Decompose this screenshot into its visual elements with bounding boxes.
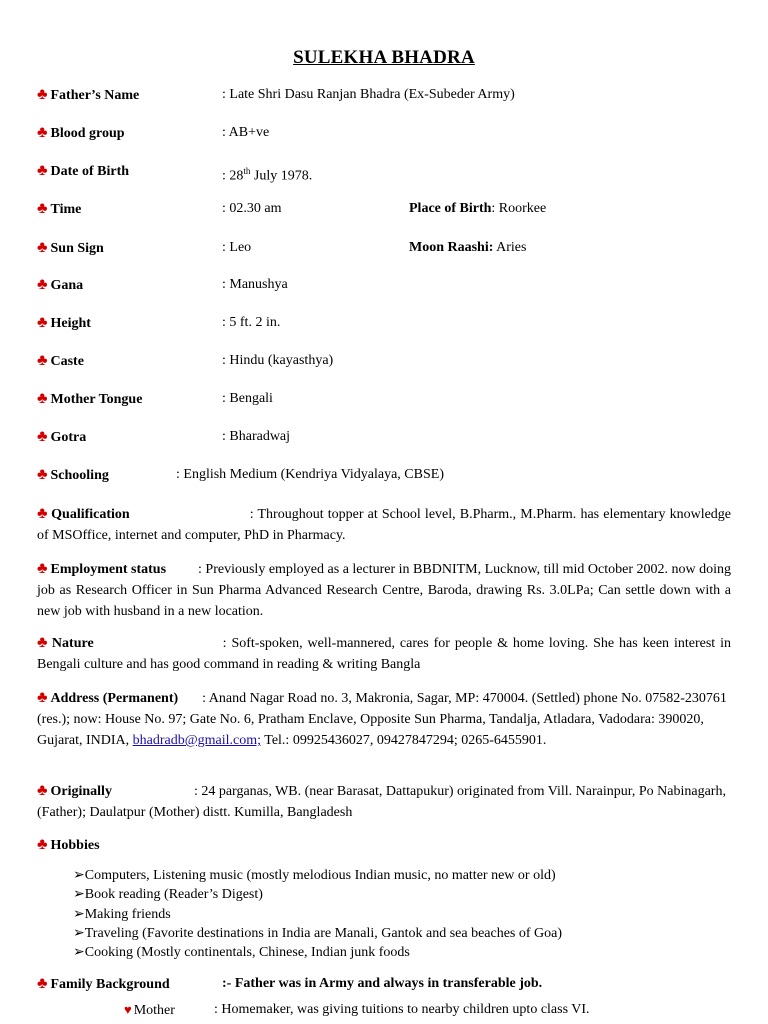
field-value: : Soft-spoken, well-mannered, cares for people & home loving. She has keen interest in Bengali culture and has good command in reading & writing Bangla [37, 636, 731, 672]
dob-day: : 28 [222, 168, 244, 184]
field-label: Time [50, 202, 82, 217]
field-value: : Leo [222, 240, 252, 255]
field-label: Height [50, 316, 91, 331]
club-bullet-icon: ♣ [37, 124, 48, 141]
club-bullet-icon: ♣ [37, 560, 48, 577]
field-label: Sun Sign [50, 241, 104, 256]
hobby-text: Making friends [84, 907, 171, 922]
field-value: : 24 parganas, WB. (near Barasat, Dattapukur) originated from Vill. Narainpur, Po Nabinagarh, (Father); Daulatpur (Mother) distt. Kumilla, Bangladesh [37, 784, 726, 820]
arrow-bullet-icon: ➢ [73, 926, 85, 941]
field-date-of-birth [37, 161, 731, 182]
section-address [37, 687, 731, 751]
dob-rest: July 1978. [250, 168, 313, 184]
field-value: : Hindu (kayasthya) [222, 353, 334, 368]
field-caste [37, 351, 731, 372]
field-label: Schooling [50, 468, 109, 483]
field-label: Place of Birth [409, 201, 492, 216]
page-title: SULEKHA BHADRA [293, 47, 475, 68]
field-label: Gana [50, 278, 84, 293]
arrow-bullet-icon: ➢ [73, 868, 85, 883]
field-label: Date of Birth [50, 164, 130, 179]
club-bullet-icon: ♣ [37, 505, 49, 522]
section-nature [37, 632, 731, 675]
field-label: Nature [51, 636, 94, 651]
arrow-bullet-icon: ➢ [73, 887, 85, 902]
section-employment-status [37, 558, 731, 622]
section-originally [37, 780, 731, 823]
field-label: Father’s Name [50, 88, 140, 103]
field-label: Mother Tongue [50, 392, 143, 407]
field-height [37, 313, 731, 334]
field-value: : AB+ve [222, 125, 270, 140]
club-bullet-icon: ♣ [37, 276, 48, 293]
club-bullet-icon: ♣ [37, 428, 48, 445]
field-fathers-name [37, 85, 731, 106]
field-label: Qualification [51, 507, 130, 522]
member-name: Mother [133, 1003, 175, 1018]
field-value: : 02.30 am [222, 201, 282, 216]
field-value: : Bengali [222, 391, 273, 406]
field-value: : Anand Nagar Road no. 3, Makronia, Sagar, MP: 470004. (Settled) phone No. 07582-230761 (res.); now: House No. 97; Gate No. 6, Pratham Enclave, Opposite Sun Pharma, Tandalja, Atladara, Vadodara: 390020, Gujarat, INDIA, [37, 691, 727, 748]
heart-bullet-icon: ♥ [124, 1002, 132, 1017]
field-value [222, 161, 312, 187]
club-bullet-icon: ♣ [37, 975, 48, 992]
field-blood-group [37, 123, 731, 144]
club-bullet-icon: ♣ [37, 634, 49, 651]
club-bullet-icon: ♣ [37, 239, 48, 256]
club-bullet-icon: ♣ [37, 782, 48, 799]
hobby-text: Book reading (Reader’s Digest) [84, 887, 263, 902]
field-label: Address (Permanent) [50, 691, 179, 706]
field-value: : Late Shri Dasu Ranjan Bhadra (Ex-Subeder Army) [222, 87, 515, 102]
section-qualification [37, 503, 731, 546]
club-bullet-icon: ♣ [37, 836, 48, 853]
list-item [73, 866, 556, 886]
hobby-text: Computers, Listening music (mostly melodious Indian music, no matter new or old) [84, 868, 556, 883]
field-gana [37, 275, 731, 296]
field-value: Tel.: 09925436027, 09427847294; 0265-6455901. [261, 733, 547, 748]
email-link[interactable]: bhadradb@gmail.com; [132, 733, 261, 748]
club-bullet-icon: ♣ [37, 689, 48, 706]
section-hobbies [37, 835, 731, 856]
field-value: : Bharadwaj [222, 429, 291, 444]
field-label: Employment status [50, 562, 167, 577]
list-item [73, 924, 562, 944]
arrow-bullet-icon: ➢ [73, 945, 85, 960]
field-value: Aries [493, 240, 527, 255]
club-bullet-icon: ♣ [37, 466, 48, 483]
field-value: : Manushya [222, 277, 288, 292]
section-family-background [37, 974, 731, 995]
field-schooling [37, 465, 731, 486]
field-label: Originally [50, 784, 112, 799]
field-place-of-birth [409, 199, 546, 219]
field-moon-raashi [409, 238, 526, 258]
member-label [124, 1000, 175, 1021]
hobby-text: Cooking (Mostly continentals, Chinese, Indian junk foods [84, 945, 410, 960]
field-value: : Roorkee [491, 201, 547, 216]
field-label: Hobbies [50, 838, 100, 853]
list-item [73, 885, 263, 905]
arrow-bullet-icon: ➢ [73, 907, 85, 922]
field-label: Moon Raashi: [409, 240, 494, 255]
club-bullet-icon: ♣ [37, 390, 48, 407]
field-gotra [37, 427, 731, 448]
field-label: Gotra [50, 430, 87, 445]
field-mother-tongue [37, 389, 731, 410]
field-value: : Throughout topper at School level, B.Pharm., M.Pharm. has elementary knowledge of MSOffice, internet and computer, PhD in Pharmacy. [37, 507, 732, 543]
field-sun-sign [37, 238, 731, 259]
field-label: Caste [50, 354, 84, 369]
club-bullet-icon: ♣ [37, 314, 48, 331]
club-bullet-icon: ♣ [37, 200, 48, 217]
member-value: : Homemaker, was giving tuitions to nearby children upto class VI. [214, 1002, 590, 1017]
field-value: :- Father was in Army and always in transferable job. [222, 976, 543, 991]
club-bullet-icon: ♣ [37, 352, 48, 369]
field-value: : English Medium (Kendriya Vidyalaya, CBSE) [176, 467, 444, 482]
club-bullet-icon: ♣ [37, 86, 48, 103]
list-item [73, 905, 171, 925]
list-item [73, 943, 410, 963]
dob-suffix: th [243, 166, 251, 176]
field-label: Family Background [50, 977, 170, 992]
field-value: : Previously employed as a lecturer in BBDNITM, Lucknow, till mid October 2002. now doing job as Research Officer in Sun Pharma Advanced Research Centre, Baroda, drawing Rs. 3.0LPa; Can settle down with a new job with husband in a new location. [37, 562, 732, 619]
hobby-text: Traveling (Favorite destinations in India are Manali, Gantok and sea beaches of Goa) [84, 926, 563, 941]
field-label: Blood group [50, 126, 125, 141]
field-value: : 5 ft. 2 in. [222, 315, 281, 330]
field-time [37, 199, 731, 220]
club-bullet-icon: ♣ [37, 162, 48, 179]
